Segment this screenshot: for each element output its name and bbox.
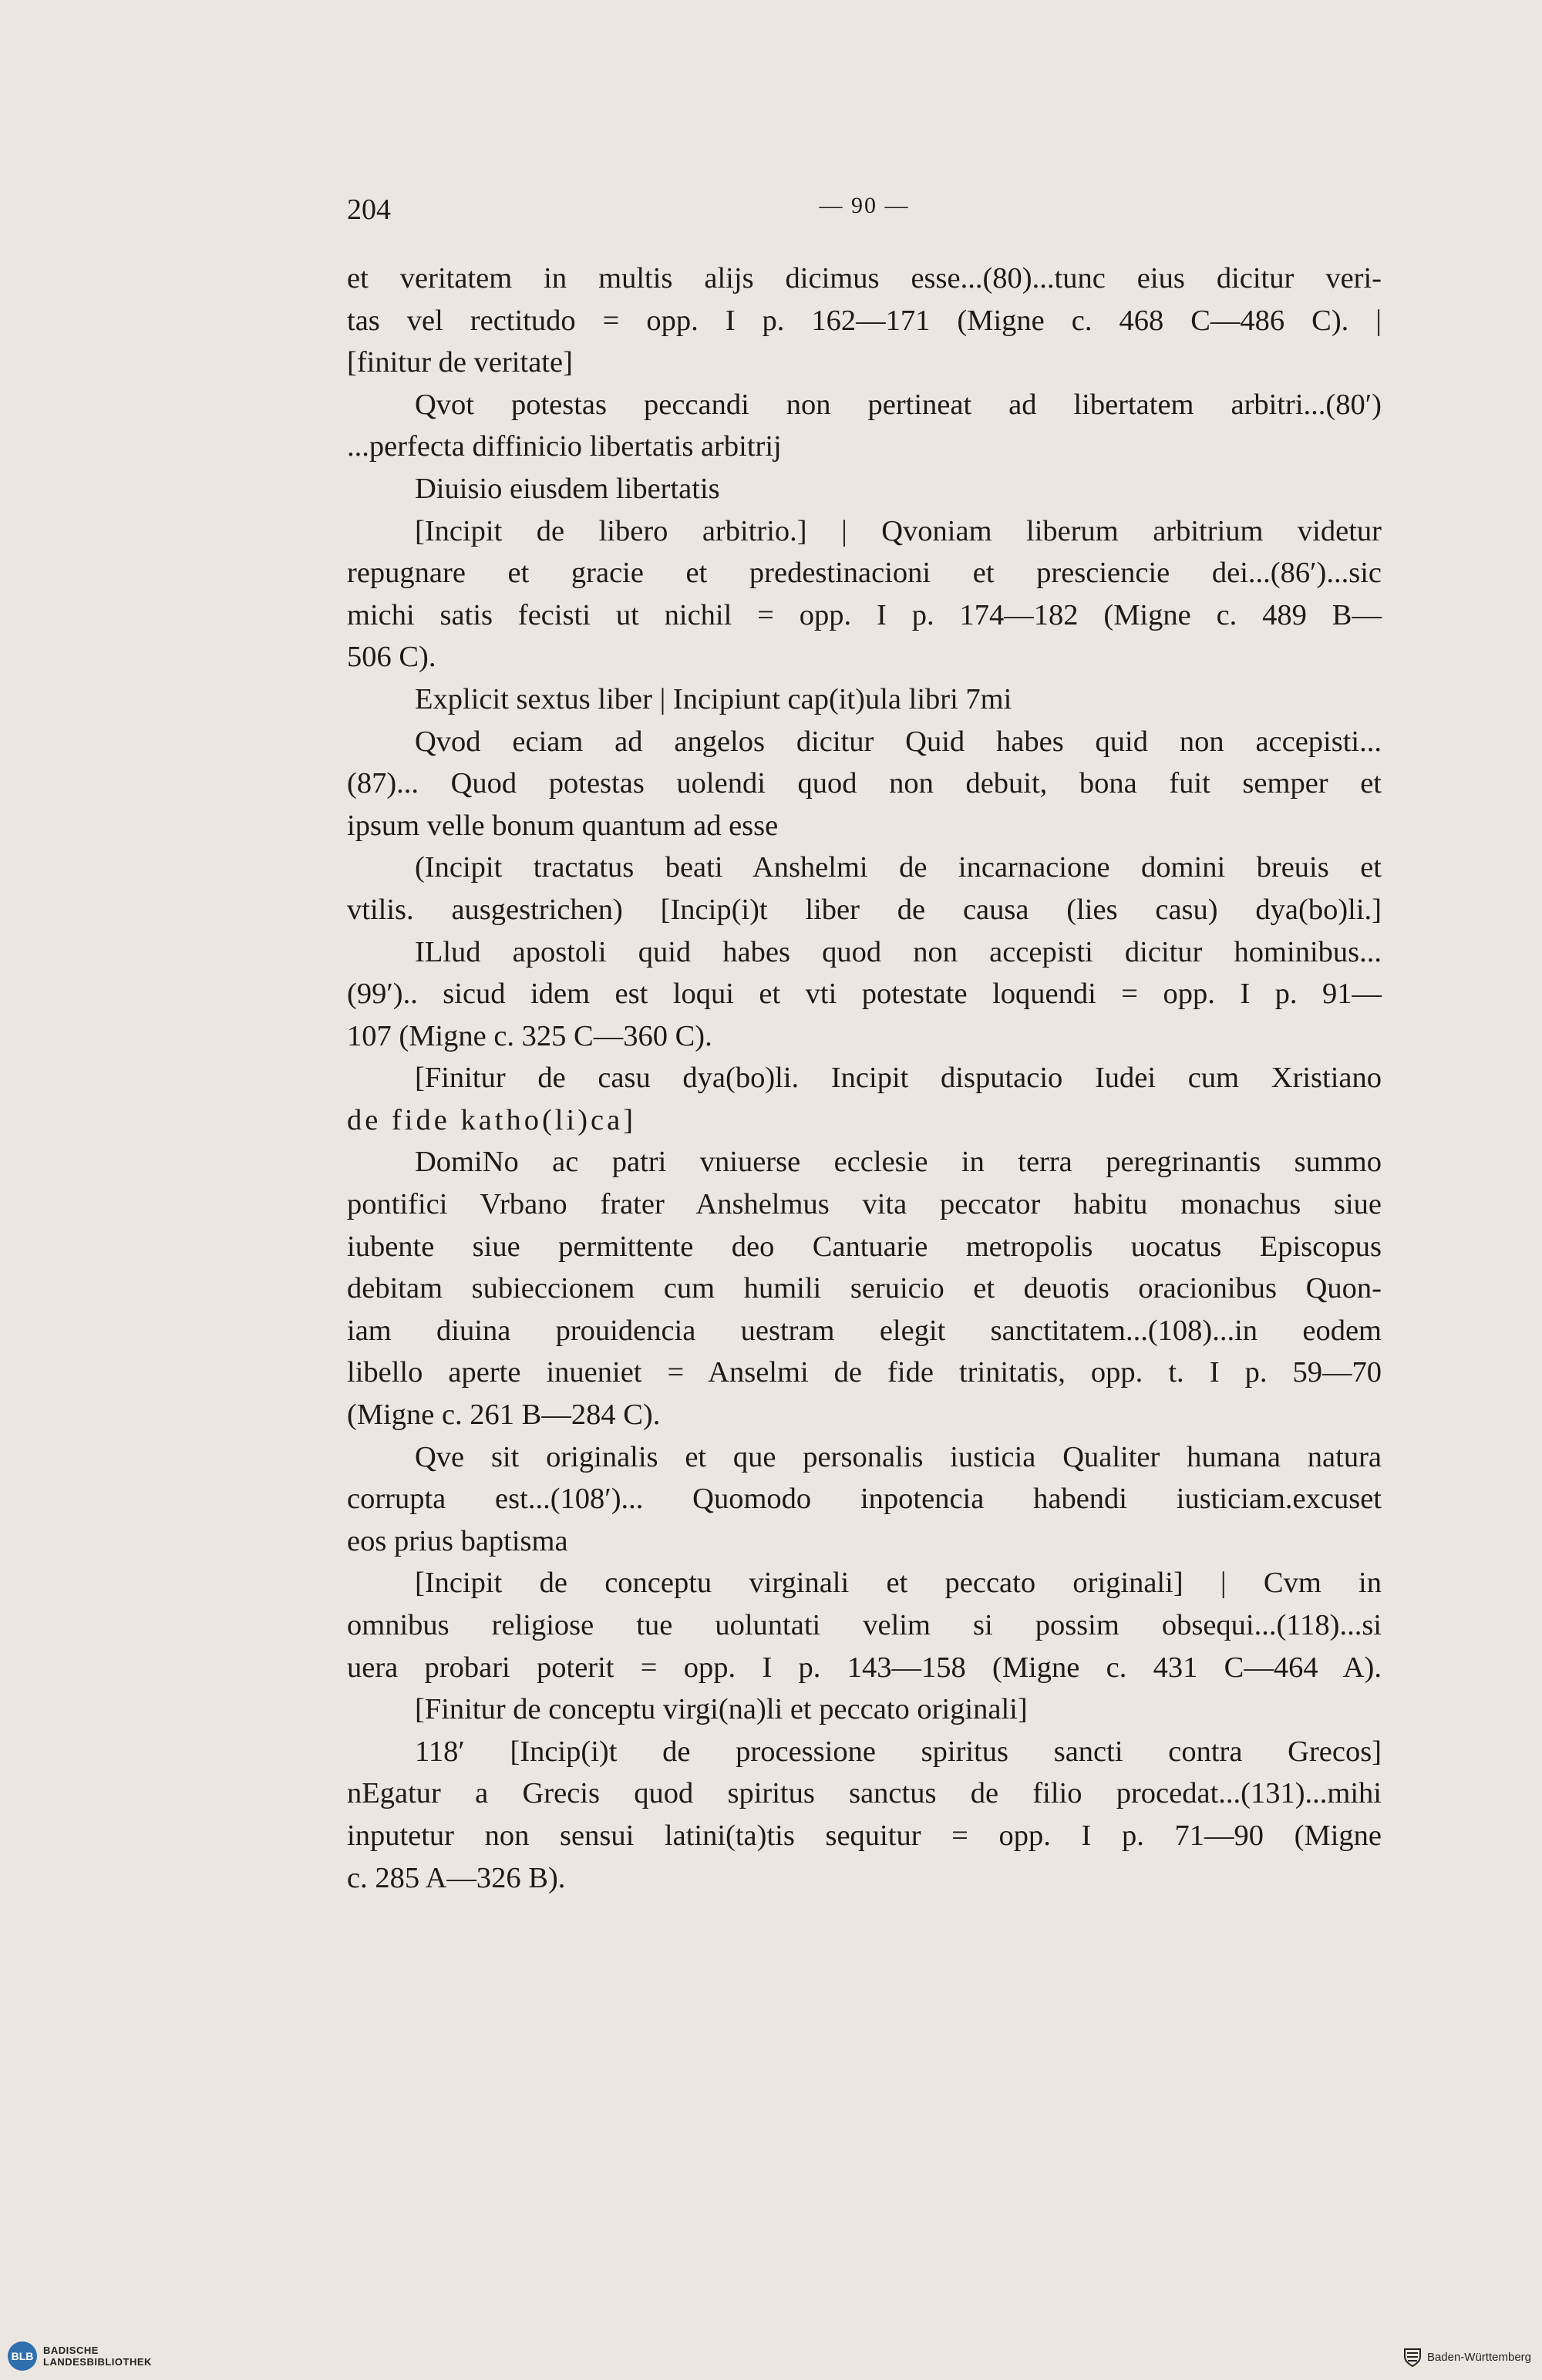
text-line: (99′).. sicud idem est loqui et vti potestate loquendi = opp. I p. 91— (347, 978, 1382, 1011)
body-text (347, 258, 1382, 1899)
text-line: nEgatur a Grecis quod spiritus sanctus de filio procedat...(131)...mihi (347, 1777, 1382, 1810)
text-line: [Finitur de conceptu virgi(na)li et peccato originali] (415, 1693, 1028, 1726)
text-line: Qvot potestas peccandi non pertineat ad libertatem arbitri...(80′) (415, 388, 1382, 421)
blb-logo-mark: BLB (8, 2341, 37, 2371)
text-line: Explicit sextus liber | Incipiunt cap(it)ula libri 7mi (415, 682, 1012, 715)
text-line: [finitur de veritate] (347, 346, 573, 379)
text-line: (Migne c. 261 B—284 C). (347, 1399, 661, 1432)
text-line: [Incipit de libero arbitrio.] | Qvoniam liberum arbitrium videtur (415, 514, 1382, 547)
text-line: (87)... Quod potestas uolendi quod non debuit, bona fuit semper et (347, 767, 1382, 800)
blb-logo-text (43, 2345, 152, 2368)
state-coat-of-arms-icon (1402, 2346, 1422, 2368)
text-line: 107 (Migne c. 325 C—360 C). (347, 1019, 712, 1052)
text-line: de fide katho(li)ca] (347, 1103, 637, 1136)
text-line: [Incipit de conceptu virginali et peccato originali] | Cvm in (415, 1567, 1382, 1600)
text-line: ...perfecta diffinicio libertatis arbitrij (347, 430, 782, 463)
running-head: — 90 — (819, 193, 910, 218)
blb-logo[interactable] (8, 2341, 152, 2371)
baden-wuerttemberg-logo[interactable] (1402, 2346, 1531, 2368)
page-number: 204 (347, 194, 391, 226)
text-line: Diuisio eiusdem libertatis (415, 472, 720, 505)
baden-wuerttemberg-text: Baden-Württemberg (1426, 2350, 1531, 2364)
text-line: repugnare et gracie et predestinacioni et presciencie dei...(86′)...sic (347, 557, 1382, 590)
footer-bar (0, 2326, 1542, 2380)
text-line: omnibus religiose tue uoluntati velim si possim obsequi...(118)...si (347, 1609, 1382, 1641)
text-line: iam diuina prouidencia uestram elegit sanctitatem...(108)...in eodem (347, 1314, 1382, 1347)
text-line: Qve sit originalis et que personalis iusticia Qualiter humana natura (415, 1440, 1382, 1473)
text-line: DomiNo ac patri vniuerse ecclesie in terra peregrinantis summo (415, 1146, 1382, 1179)
text-line: et veritatem in multis alijs dicimus esse...(80)...tunc eius dicitur veri- (347, 262, 1382, 295)
text-line: inputetur non sensui latini(ta)tis sequitur = opp. I p. 71—90 (Migne (347, 1819, 1382, 1852)
text-line: 506 C). (347, 641, 436, 674)
text-line: 118′ [Incip(i)t de processione spiritus sancti contra Grecos] (415, 1735, 1382, 1768)
blb-logo-line2: LANDESBIBLIOTHEK (43, 2356, 152, 2368)
text-line: eos prius baptisma (347, 1524, 568, 1557)
text-line: pontifici Vrbano frater Anshelmus vita peccator habitu monachus siue (347, 1188, 1382, 1221)
page-header (347, 193, 1382, 239)
text-line: c. 285 A—326 B). (347, 1861, 566, 1894)
text-line: ipsum velle bonum quantum ad esse (347, 809, 779, 842)
text-line: (Incipit tractatus beati Anshelmi de incarnacione domini breuis et (415, 851, 1382, 884)
text-line: vtilis. ausgestrichen) [Incip(i)t liber de causa (lies casu) dya(bo)li.] (347, 893, 1382, 926)
text-line: libello aperte inueniet = Anselmi de fide trinitatis, opp. t. I p. 59—70 (347, 1356, 1382, 1389)
text-line: michi satis fecisti ut nichil = opp. I p. 174—182 (Migne c. 489 B— (347, 598, 1382, 631)
text-line: debitam subieccionem cum humili seruicio et deuotis oracionibus Quon- (347, 1272, 1382, 1305)
text-line: uera probari poterit = opp. I p. 143—158 (Migne c. 431 C—464 A). (347, 1651, 1382, 1684)
text-line: [Finitur de casu dya(bo)li. Incipit disputacio Iudei cum Xristiano (415, 1062, 1382, 1095)
text-line: Qvod eciam ad angelos dicitur Quid habes quid non accepisti... (415, 725, 1382, 758)
text-line: tas vel rectitudo = opp. I p. 162—171 (Migne c. 468 C—486 C). | (347, 304, 1382, 337)
text-line: corrupta est...(108′)... Quomodo inpotencia habendi iusticiam.excuset (347, 1483, 1382, 1516)
blb-logo-line1: BADISCHE (43, 2345, 99, 2356)
text-line: ILlud apostoli quid habes quod non accepisti dicitur hominibus... (415, 935, 1382, 968)
text-line: iubente siue permittente deo Cantuarie metropolis uocatus Episcopus (347, 1230, 1382, 1263)
